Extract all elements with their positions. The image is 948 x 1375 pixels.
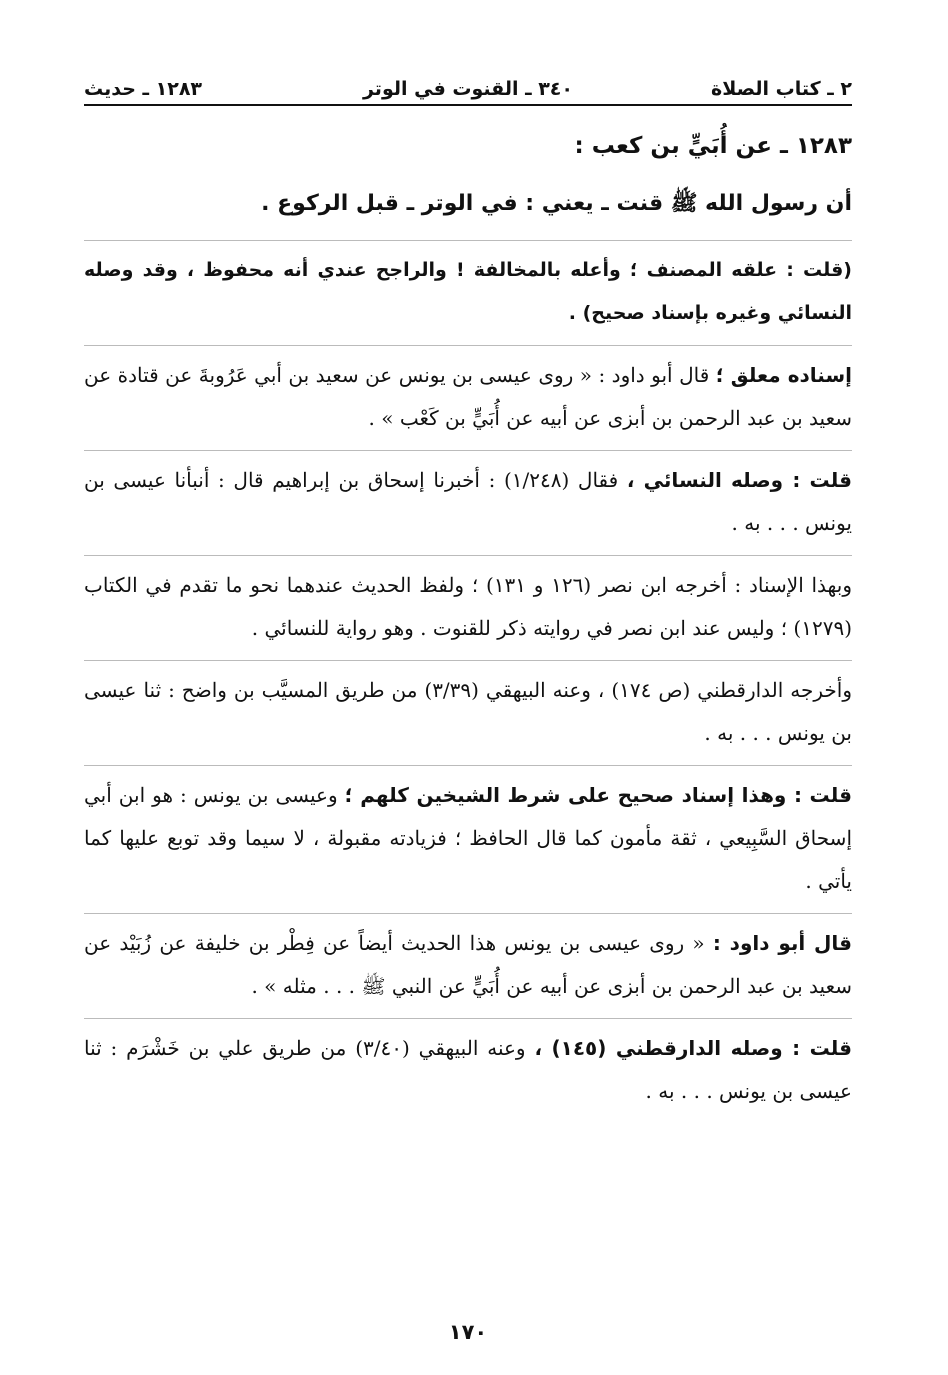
paragraph-ibn-nasr [84, 564, 852, 650]
section-divider [84, 345, 852, 346]
section-divider [84, 1018, 852, 1019]
document-page [84, 62, 852, 1352]
paragraph-daraqutni [84, 669, 852, 755]
author-note: (قلت : علقه المصنف ؛ وأعله بالمخالفة ! والراجح عندي أنه محفوظ ، وقد وصله النسائي وغيره بإسناد صحيح) . [84, 259, 852, 324]
paragraph-lead: إسناده معلق ؛ [715, 363, 852, 387]
header-book-title: ٢ ـ كتاب الصلاة [711, 78, 852, 100]
section-divider [84, 765, 852, 766]
paragraph-text: « روى عيسى بن يونس هذا الحديث أيضاً عن فِطْر بن خليفة عن زُبَيْد عن سعيد بن عبد الرحمن بن أبزى عن أبيه عن أُبَيٍّ عن النبي ﷺ . . . مثله » . [84, 931, 852, 998]
section-divider [84, 240, 852, 241]
header-hadith-number: ١٢٨٣ ـ حديث [84, 78, 203, 100]
page-body [84, 124, 852, 1123]
paragraph-text: وبهذا الإسناد : أخرجه ابن نصر (١٢٦ و ١٣١) ؛ ولفظ الحديث عندهما نحو ما تقدم في الكتاب (١٢٧٩) ؛ وليس عند ابن نصر في روايته ذكر للقنوت . وهو رواية للنسائي . [84, 573, 852, 640]
section-divider [84, 450, 852, 451]
paragraph-lead: قلت : وهذا إسناد صحيح على شرط الشيخين كلهم ؛ [344, 783, 852, 807]
header-divider [84, 104, 852, 106]
paragraph-daraqutni-2 [84, 1027, 852, 1113]
paragraph-lead: قال أبو داود : [712, 931, 852, 955]
running-header [84, 72, 852, 108]
paragraph-lead: قلت : وصله النسائي ، [626, 468, 852, 492]
paragraph-isnad [84, 354, 852, 440]
paragraph-text: وعيسى بن يونس : هو ابن أبي إسحاق السَّبِيعي ، ثقة مأمون كما قال الحافظ ؛ فزيادته مقبولة ، لا سيما وقد توبع عليها كما يأتي . [84, 783, 852, 893]
section-divider [84, 913, 852, 914]
section-divider [84, 660, 852, 661]
paragraph-lead: قلت : وصله الدارقطني (١٤٥) ، [534, 1036, 852, 1060]
paragraph-abu-dawud [84, 922, 852, 1008]
paragraph-text: وأخرجه الدارقطني (ص ١٧٤) ، وعنه البيهقي (٣/٣٩) من طريق المسيَّب بن واضح : ثنا عيسى بن يونس . . . به . [84, 678, 852, 745]
hadith-text: أن رسول الله ﷺ قنت ـ يعني : في الوتر ـ قبل الركوع . [261, 191, 852, 216]
hadith-title: ١٢٨٣ ـ عن أُبَيٍّ بن كعب : [574, 133, 852, 159]
paragraph-text: قال أبو داود : « روى عيسى بن يونس عن سعيد بن أبي عَرُوبةَ عن قتادة عن سعيد بن عبد الرحمن بن أبزى عن أبيه عن أُبَيٍّ بن كَعْب » . [84, 363, 852, 430]
page-number: ١٧٠ [448, 1320, 488, 1344]
paragraph-nasai [84, 459, 852, 545]
header-chapter-title: ٣٤٠ ـ القنوت في الوتر [362, 78, 574, 100]
paragraph-text: فقال (١/٢٤٨) : أخبرنا إسحاق بن إبراهيم قال : أنبأنا عيسى بن يونس . . . به . [84, 468, 852, 535]
paragraph-text: وعنه البيهقي (٣/٤٠) من طريق علي بن خَشْرَم : ثنا عيسى بن يونس . . . به . [84, 1036, 852, 1103]
section-divider [84, 555, 852, 556]
paragraph-grading [84, 774, 852, 903]
